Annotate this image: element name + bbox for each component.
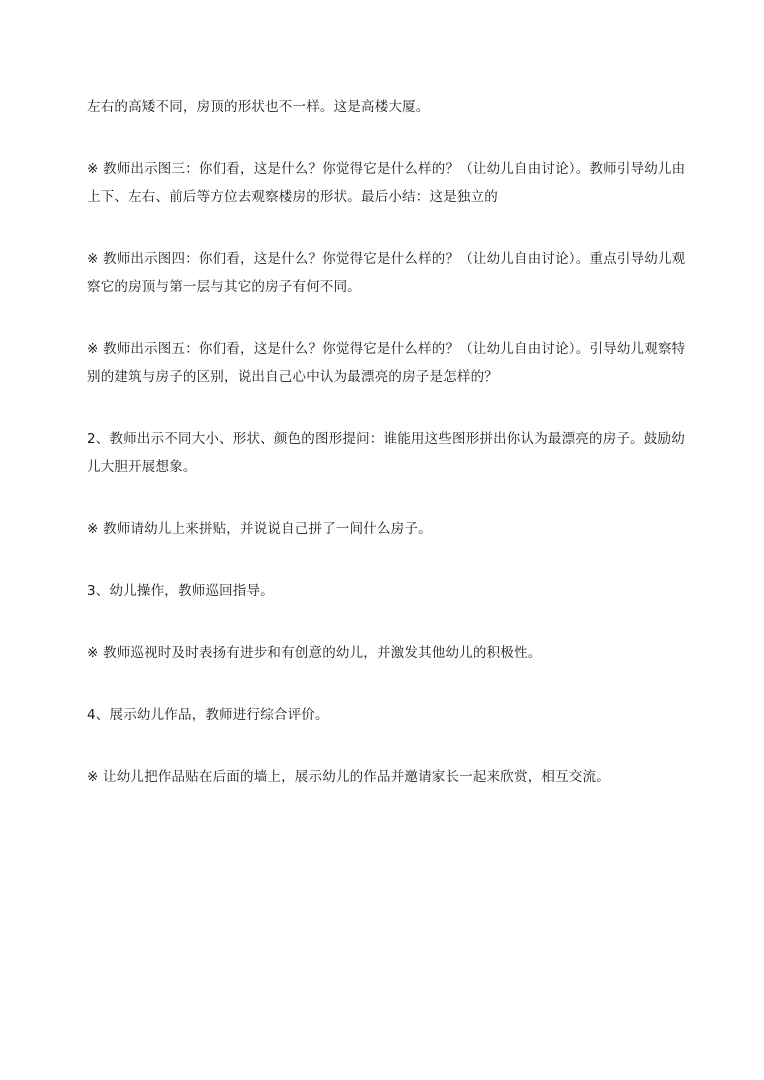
paragraph-7: 3、幼儿操作，教师巡回指导。 bbox=[87, 583, 274, 599]
paragraph-9: 4、展示幼儿作品，教师进行综合评价。 bbox=[87, 707, 329, 723]
document-page bbox=[87, 93, 687, 825]
paragraph-3: ※ 教师出示图四：你们看，这是什么？你觉得它是什么样的？（让幼儿自由讨论）。重点引导幼儿观察它的房顶与第一层与其它的房子有何不同。 bbox=[87, 251, 686, 295]
paragraph-10: ※ 让幼儿把作品贴在后面的墙上，展示幼儿的作品并邀请家长一起来欣赏，相互交流。 bbox=[87, 769, 610, 785]
paragraph-4: ※ 教师出示图五：你们看，这是什么？你觉得它是什么样的？（让幼儿自由讨论）。引导幼儿观察特别的建筑与房子的区别，说出自己心中认为最漂亮的房子是怎样的？ bbox=[87, 341, 686, 385]
paragraph-8: ※ 教师巡视时及时表扬有进步和有创意的幼儿，并激发其他幼儿的积极性。 bbox=[87, 645, 542, 661]
paragraph-6: ※ 教师请幼儿上来拼贴，并说说自己拼了一间什么房子。 bbox=[87, 521, 432, 537]
paragraph-5: 2、教师出示不同大小、形状、颜色的图形提问：谁能用这些图形拼出你认为最漂亮的房子。鼓励幼儿大胆开展想象。 bbox=[87, 431, 685, 475]
paragraph-1: 左右的高矮不同，房顶的形状也不一样。这是高楼大厦。 bbox=[87, 99, 430, 115]
paragraph-2: ※ 教师出示图三：你们看，这是什么？你觉得它是什么样的？（让幼儿自由讨论）。教师引导幼儿由上下、左右、前后等方位去观察楼房的形状。最后小结：这是独立的 bbox=[87, 161, 686, 205]
